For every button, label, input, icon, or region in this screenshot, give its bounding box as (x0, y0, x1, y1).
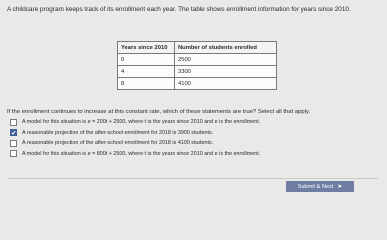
table-row (118, 78, 277, 90)
table-cell-years: 4 (118, 66, 175, 78)
table-cell-students: 4100 (175, 78, 277, 90)
table-header-row (118, 42, 277, 54)
table-row (118, 54, 277, 66)
checkbox[interactable] (10, 140, 17, 147)
arrow-right-icon: ➤ (337, 184, 343, 190)
checkbox[interactable] (10, 150, 17, 157)
check-icon (11, 130, 16, 135)
table-header-students: Number of students enrolled (175, 42, 277, 54)
checkbox[interactable] (10, 129, 17, 136)
answer-choice[interactable] (10, 117, 370, 128)
answer-choice-label: A model for this situation is e = 200t + 2500, where t is the years since 2010 and e is the enrollment. (22, 119, 261, 126)
submit-next-button[interactable] (286, 181, 354, 192)
answer-choice[interactable] (10, 138, 370, 149)
table-cell-students: 3300 (175, 66, 277, 78)
table-header-years: Years since 2010 (118, 42, 175, 54)
submit-label: Submit & Next (297, 183, 334, 190)
question-prompt: If the enrollment continues to increase at this constant rate, which of these statements are true? Select all that apply. (7, 109, 311, 115)
footer-divider (8, 178, 378, 179)
answer-choices (10, 117, 370, 159)
answer-choice[interactable] (10, 149, 370, 160)
checkbox[interactable] (10, 119, 17, 126)
answer-choice-label: A model for this situation is e = 800t + 2500, where t is the years since 2010 and e is the enrollment. (22, 150, 261, 157)
enrollment-table (117, 41, 277, 90)
problem-intro: A childcare program keeps track of its enrollment each year. The table shows enrollment information for years since 2010. (7, 6, 351, 13)
answer-choice-label: A reasonable projection of the after-school enrollment for 2018 is 4100 students. (22, 140, 214, 147)
table-cell-students: 2500 (175, 54, 277, 66)
answer-choice[interactable] (10, 128, 370, 139)
table-cell-years: 8 (118, 78, 175, 90)
table-row (118, 66, 277, 78)
table-cell-years: 0 (118, 54, 175, 66)
answer-choice-label: A reasonable projection of the after-school enrollment for 2018 is 3900 students. (22, 129, 214, 136)
